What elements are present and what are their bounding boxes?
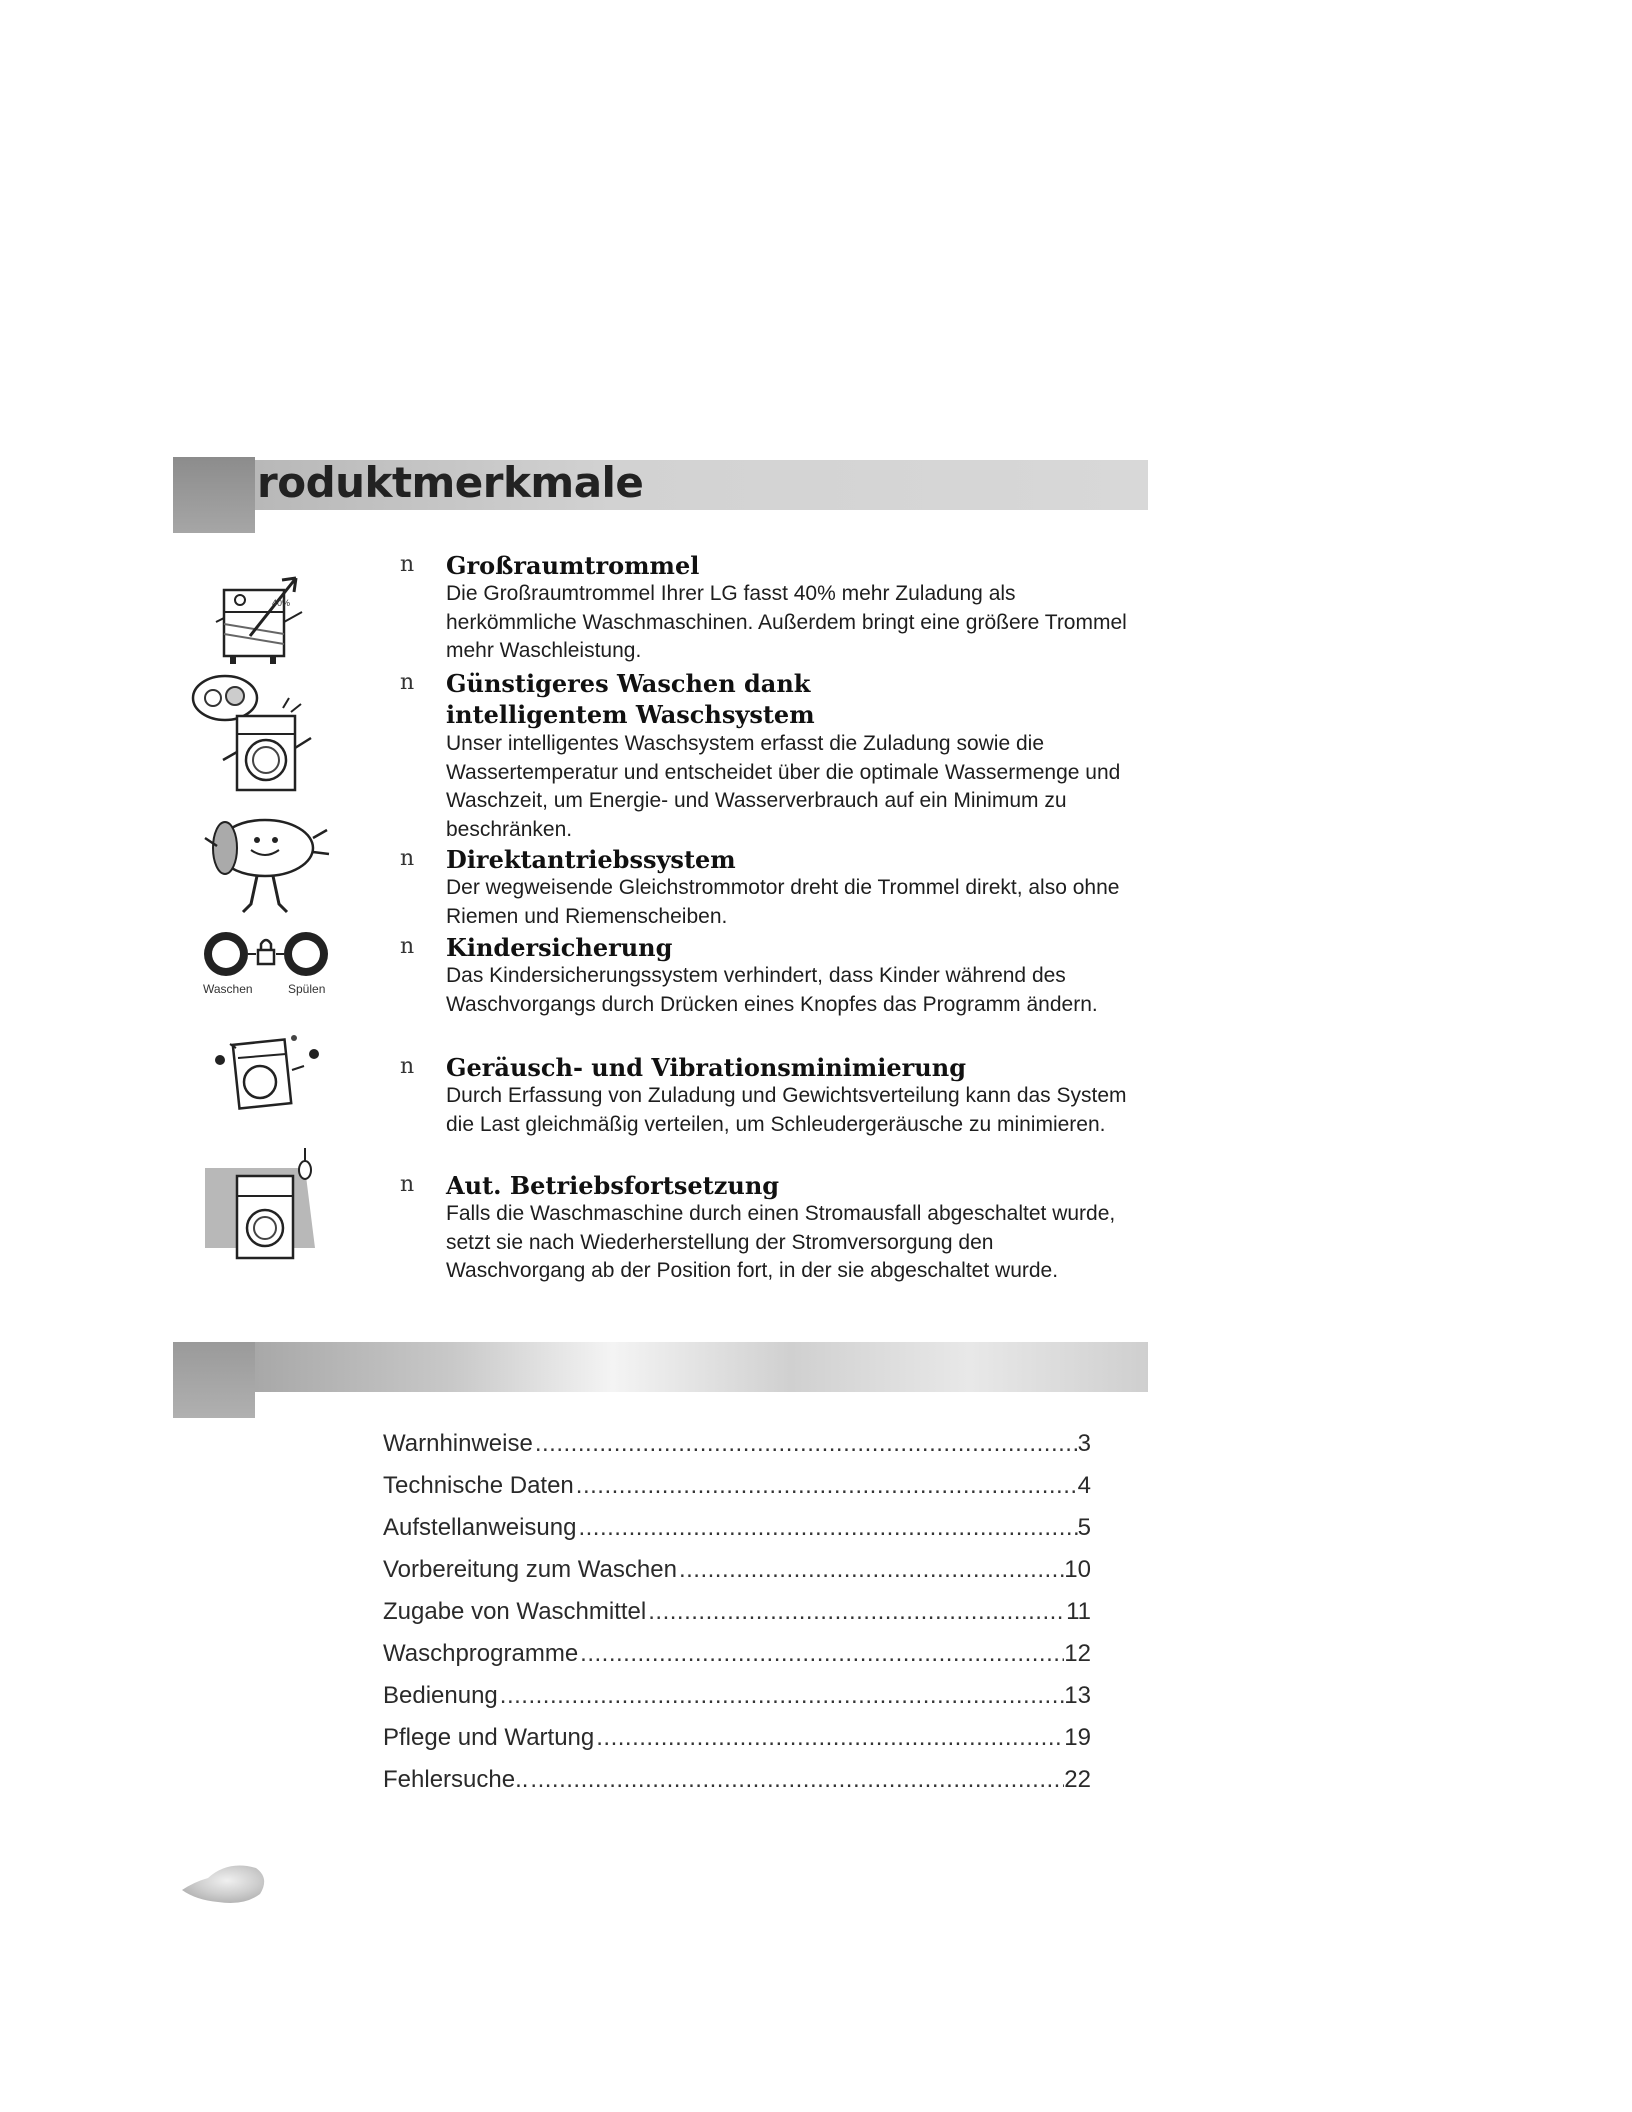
feature-description: Unser intelligentes Waschsystem erfasst die Zuladung sowie die Wassertemperatur und entscheidet über die optimale Wassermenge und Waschzeit, um Energie- und Wasserverbrauch auf ein Minimum zu beschränken. <box>446 732 1121 841</box>
feature-description: Das Kindersicherungssystem verhindert, dass Kinder während des Waschvorgangs durch Drücken eines Knopfes das Programm ändern. <box>446 964 1098 1016</box>
feature-title: Geräusch- und Vibrationsminimierung <box>446 1053 966 1082</box>
toc-leader <box>528 1764 1064 1796</box>
toc-label: Vorbereitung zum Waschen <box>383 1556 677 1583</box>
toc-label: Technische Daten <box>383 1472 574 1499</box>
feature-description: Der wegweisende Gleichstrommotor dreht die Trommel direkt, also ohne Riemen und Riemenscheiben. <box>446 876 1120 928</box>
toc-header-bar <box>255 1342 1148 1392</box>
toc-page: 22 <box>1064 1766 1091 1793</box>
toc-entry[interactable] <box>383 1764 1091 1796</box>
toc-label: Zugabe von Waschmittel <box>383 1598 647 1625</box>
feature-title: Aut. Betriebsfortsetzung <box>446 1171 780 1200</box>
bullet-marker: n <box>400 670 415 695</box>
toc-page: 3 <box>1077 1430 1091 1457</box>
toc-entry[interactable] <box>383 1428 1091 1460</box>
toc-page: 12 <box>1064 1640 1091 1667</box>
toc-entry[interactable] <box>383 1512 1091 1544</box>
toc-page: 13 <box>1064 1682 1091 1709</box>
section-header-block <box>173 457 255 533</box>
page-number-tab <box>178 1856 268 1908</box>
toc-leader <box>533 1428 1078 1460</box>
toc-label: Aufstellanweisung <box>383 1514 577 1541</box>
toc-header-block <box>173 1342 255 1418</box>
feature-title: Günstigeres Waschen dank intelligentem Waschsystem <box>446 669 815 729</box>
toc-entry[interactable] <box>383 1596 1091 1628</box>
toc-label: Fehlersuche.. <box>383 1766 529 1793</box>
child-lock-label-rinse: Spülen <box>288 982 326 996</box>
toc-page: 5 <box>1077 1514 1091 1541</box>
bullet-marker: n <box>400 1054 415 1079</box>
toc-page: 19 <box>1064 1724 1091 1751</box>
toc-label: Warnhinweise <box>383 1430 533 1457</box>
toc-page: 4 <box>1077 1472 1091 1499</box>
toc-leader <box>574 1470 1078 1502</box>
toc-entry[interactable] <box>383 1722 1091 1754</box>
toc-label: Bedienung <box>383 1682 498 1709</box>
toc-entry[interactable] <box>383 1470 1091 1502</box>
toc-leader <box>576 1512 1077 1544</box>
direct-drive-illustration <box>195 808 335 920</box>
toc-leader <box>646 1596 1066 1628</box>
power-resume-illustration <box>205 1148 325 1268</box>
feature-title: Direktantriebssystem <box>446 845 736 874</box>
toc-label: Pflege und Wartung <box>383 1724 595 1751</box>
toc-entry[interactable] <box>383 1638 1091 1670</box>
smart-wash-illustration <box>185 668 320 798</box>
toc-entry[interactable] <box>383 1680 1091 1712</box>
feature-title: Kindersicherung <box>446 933 673 962</box>
feature-description: Falls die Waschmaschine durch einen Stromausfall abgeschaltet wurde, setzt sie nach Wiederherstellung der Stromversorgung den Waschvorgang ab der Position fort, in der sie abgeschaltet wurde. <box>446 1202 1116 1282</box>
feature-description: Durch Erfassung von Zuladung und Gewichtsverteilung kann das System die Last gleichmäßig verteilen, um Schleudergeräusche zu minimieren. <box>446 1084 1127 1136</box>
child-lock-label-wash: Waschen <box>203 982 253 996</box>
feature-title: Großraumtrommel <box>446 551 700 580</box>
vibration-reduction-illustration <box>212 1030 322 1114</box>
toc-label: Waschprogramme <box>383 1640 579 1667</box>
toc-page: 11 <box>1066 1598 1091 1625</box>
bullet-marker: n <box>400 846 415 871</box>
bullet-marker: n <box>400 552 415 577</box>
toc-leader <box>498 1680 1065 1712</box>
drum-badge-text: 40% <box>272 598 291 608</box>
toc-leader <box>677 1554 1064 1586</box>
child-lock-illustration <box>200 928 332 980</box>
large-drum-illustration <box>210 572 310 666</box>
toc-leader <box>578 1638 1064 1670</box>
toc-page: 10 <box>1064 1556 1091 1583</box>
bullet-marker: n <box>400 1172 415 1197</box>
section-title: roduktmerkmale <box>257 458 644 507</box>
toc-leader <box>594 1722 1064 1754</box>
toc-entry[interactable] <box>383 1554 1091 1586</box>
bullet-marker: n <box>400 934 415 959</box>
feature-description: Die Großraumtrommel Ihrer LG fasst 40% mehr Zuladung als herkömmliche Waschmaschinen. Außerdem bringt eine größere Trommel mehr Waschleistung. <box>446 582 1127 662</box>
